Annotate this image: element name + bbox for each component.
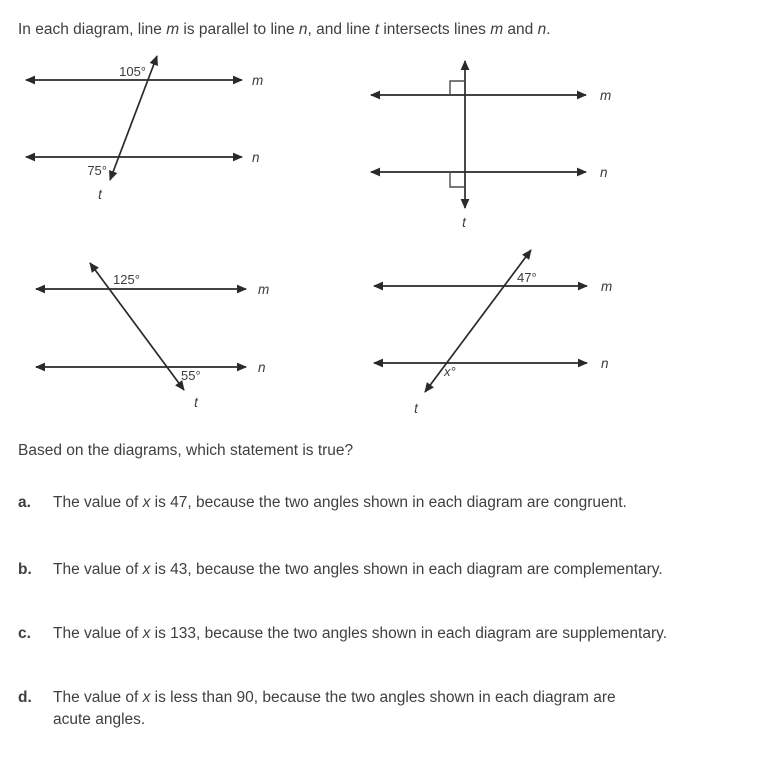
diagram3-bottom-angle-label: 55° <box>181 368 201 383</box>
choice-b-text <box>53 559 663 581</box>
line-m-var: m <box>490 21 504 38</box>
choice-d-line2: acute angles. <box>53 711 146 728</box>
line-n-var: n <box>298 21 308 38</box>
choice-a-seg: The value of <box>53 494 143 511</box>
choice-c-var: x <box>142 625 151 642</box>
choice-d-seg: The value of <box>53 689 143 706</box>
choice-a-letter: a. <box>18 494 31 511</box>
diagram4-bottom-angle-label: x° <box>444 364 456 379</box>
line-n-var: n <box>537 21 547 38</box>
diagram4-top-angle-label: 47° <box>517 270 537 285</box>
diagram2-line-t-label: t <box>462 215 466 230</box>
choice-d-var: x <box>142 689 151 706</box>
diagram4-line-n-label: n <box>601 356 609 371</box>
diagram2-right-angle-mark-top <box>450 81 465 95</box>
choice-a-text <box>53 492 627 514</box>
choice-d-text <box>53 687 616 731</box>
diagram2-right-angle-mark-bottom <box>450 172 465 187</box>
choice-d-letter: d. <box>18 689 32 706</box>
diagram3-top-angle-label: 125° <box>113 272 140 287</box>
diagram1-line-t-label: t <box>98 187 102 202</box>
diagram4-line-t-label: t <box>414 401 418 416</box>
diagram3-line-n-label: n <box>258 360 266 375</box>
diagram1-top-angle-label: 105° <box>119 64 146 79</box>
choice-c-text <box>53 623 667 645</box>
diagram1-line-m-label: m <box>252 73 264 88</box>
choice-b-letter: b. <box>18 561 32 578</box>
choice-b-seg: The value of <box>53 561 143 578</box>
choice-d-seg: is less than 90, because the two angles shown in each diagram are <box>150 689 616 706</box>
intro-seg: , and line <box>307 21 375 38</box>
choice-b-seg: is 43, because the two angles shown in each diagram are complementary. <box>150 561 663 578</box>
choice-c-seg: The value of <box>53 625 143 642</box>
question-text: Based on the diagrams, which statement is true? <box>18 442 354 459</box>
diagram4-transversal-t <box>425 250 531 392</box>
choice-c[interactable] <box>18 623 740 645</box>
choice-d[interactable] <box>18 687 740 731</box>
diagram2-line-m-label: m <box>600 88 612 103</box>
answer-choices <box>18 492 740 767</box>
diagram3-line-m-label: m <box>258 282 270 297</box>
diagram2-line-n-label: n <box>600 165 608 180</box>
diagram1-bottom-angle-label: 75° <box>87 163 107 178</box>
diagram-4 <box>374 250 587 392</box>
choice-a[interactable] <box>18 492 740 514</box>
diagram3-line-t-label: t <box>194 395 198 410</box>
diagram-2 <box>371 61 586 208</box>
diagram4-line-m-label: m <box>601 279 613 294</box>
intro-seg: In each diagram, line <box>18 21 167 38</box>
intro-seg: . <box>546 21 551 38</box>
intro-seg: is parallel to line <box>179 21 299 38</box>
choice-c-seg: is 133, because the two angles shown in each diagram are supplementary. <box>150 625 668 642</box>
diagram1-line-n-label: n <box>252 150 260 165</box>
choice-c-letter: c. <box>18 625 31 642</box>
intro-seg: and <box>503 21 538 38</box>
choice-a-var: x <box>142 494 151 511</box>
choice-b-var: x <box>142 561 151 578</box>
line-t-var: t <box>374 21 380 38</box>
choice-b[interactable] <box>18 559 740 581</box>
intro-seg: intersects lines <box>379 21 491 38</box>
diagram-3 <box>36 263 246 390</box>
choice-a-seg: is 47, because the two angles shown in each diagram are congruent. <box>150 494 627 511</box>
line-m-var: m <box>166 21 180 38</box>
